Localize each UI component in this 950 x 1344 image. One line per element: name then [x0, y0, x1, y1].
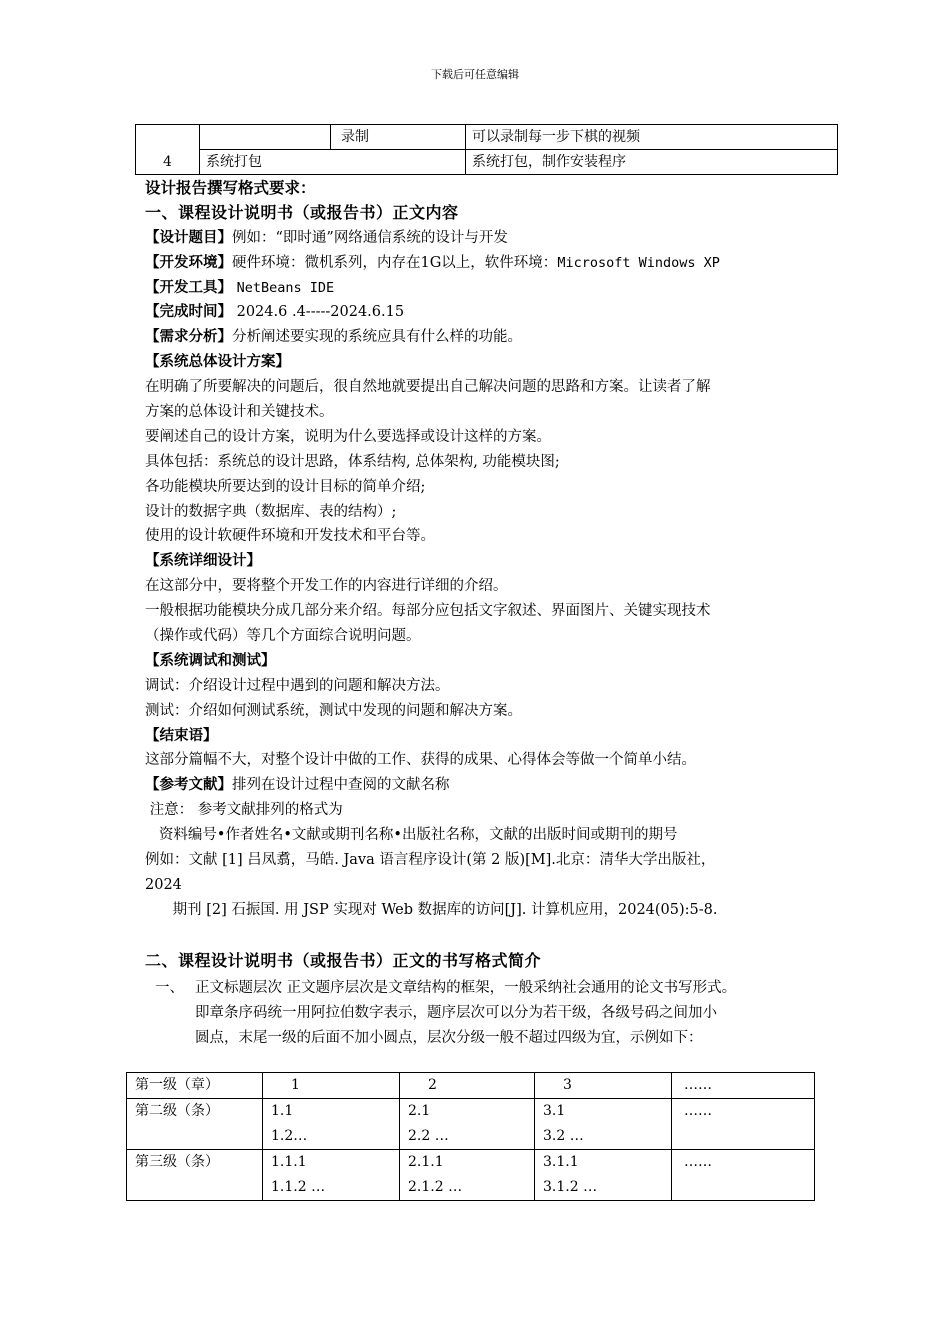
field-label: 【开发工具】	[145, 278, 232, 296]
field-label: 【设计题目】	[145, 228, 232, 246]
software-name: NetBeans IDE	[236, 279, 335, 296]
feature-table	[135, 124, 838, 175]
text-line: 在这部分中，要将整个开发工作的内容进行详细的介绍。	[145, 578, 508, 595]
table-cell: 第一级（章）	[127, 1073, 263, 1099]
text-line: 这部分篇幅不大，对整个设计中做的工作、获得的成果、心得体会等做一个简单小结。	[145, 752, 696, 769]
text-line	[145, 549, 825, 574]
table-row	[127, 1073, 815, 1099]
item-marker: 一、	[155, 980, 184, 996]
table-row	[127, 1150, 815, 1201]
text-line: （操作或代码）等几个方面综合说明问题。	[145, 628, 421, 645]
text-line	[145, 350, 825, 375]
text-line: 注意： 参考文献排列的格式为	[145, 802, 343, 819]
field-value	[232, 280, 334, 296]
table-cell: ……	[672, 1150, 815, 1201]
field-value: 2024.6 .4-----2024.6.15	[232, 304, 405, 321]
text-line: 测试：介绍如何测试系统，测试中发现的问题和解决方案。	[145, 702, 522, 719]
text-line: 一、课程设计说明书（或报告书）正文内容	[145, 202, 459, 222]
table-cell: 录制	[331, 125, 466, 150]
text-line: 资料编号•作者姓名•文献或期刊名称•出版社名称，文献的出版时间或期刊的期号	[145, 827, 678, 844]
text-line: 期刊 [2] 石振国. 用 JSP 实现对 Web 数据库的访问[J]. 计算机应用，2024(05):5-8.	[145, 901, 718, 918]
numbered-item	[145, 976, 825, 1051]
page-header: 下载后可任意编辑	[431, 68, 519, 81]
table-cell: 2	[400, 1073, 535, 1099]
text-line: 调试：介绍设计过程中遇到的问题和解决方法。	[145, 677, 450, 694]
text-line	[145, 773, 825, 798]
table-cell: 2.1 2.2 …	[400, 1099, 535, 1150]
text-line: 具体包括：系统总的设计思路，体系结构, 总体架构, 功能模块图;	[145, 453, 560, 470]
text-line: 各功能模块所要达到的设计目标的简单介绍;	[145, 478, 426, 495]
table-cell	[200, 125, 331, 150]
field-label: 【需求分析】	[145, 328, 232, 346]
text-line: 2024	[145, 876, 182, 893]
field-label: 【完成时间】	[145, 303, 232, 321]
text-line: 设计报告撰写格式要求：	[145, 178, 316, 197]
text-line	[145, 251, 825, 276]
table-cell: ……	[672, 1099, 815, 1150]
field-value: 硬件环境：微机系列，内存在1G以上，软件环境：Microsoft Windows XP	[232, 254, 720, 271]
report-requirements	[145, 176, 825, 923]
text-line	[145, 276, 825, 301]
section-2	[145, 946, 825, 1051]
table-cell: 第二级（条）	[127, 1099, 263, 1150]
table-cell: 3	[535, 1073, 672, 1099]
text-line: 例如：文献 [1] 吕凤翥，马皓. Java 语言程序设计(第 2 版)[M].北京：清华大学出版社，	[145, 852, 716, 869]
text-line: 在明确了所要解决的问题后，很自然地就要提出自己解决问题的思路和方案。让读者了解	[145, 379, 711, 396]
table-cell	[136, 125, 200, 150]
table-cell: 1.1.1 1.1.2 …	[263, 1150, 400, 1201]
table-cell: 4	[136, 150, 200, 175]
table-row	[136, 125, 838, 150]
item-body	[195, 976, 825, 1051]
table-cell: 可以录制每一步下棋的视频	[466, 125, 838, 150]
field-label: 【系统调试和测试】	[145, 651, 276, 669]
level-table	[126, 1072, 815, 1201]
text-line: 一般根据功能模块分成几部分来介绍。每部分应包括文字叙述、界面图片、关键实现技术	[145, 603, 711, 620]
table-cell: 2.1.1 2.1.2 …	[400, 1150, 535, 1201]
table-cell: 1.1 1.2…	[263, 1099, 400, 1150]
table-row	[127, 1099, 815, 1150]
table-cell: 系统打包，制作安装程序	[466, 150, 838, 175]
text-line	[145, 724, 825, 749]
table-cell: 第三级（条）	[127, 1150, 263, 1201]
text-line	[145, 325, 825, 350]
table-cell: 1	[263, 1073, 400, 1099]
text-line: 要阐述自己的设计方案，说明为什么要选择或设计这样的方案。	[145, 428, 551, 445]
text-line: 设计的数据字典（数据库、表的结构）;	[145, 503, 397, 520]
section-heading: 二、课程设计说明书（或报告书）正文的书写格式简介	[145, 951, 542, 970]
software-name: Microsoft Windows XP	[557, 254, 720, 271]
table-row	[136, 150, 838, 175]
item-line: 圆点，末尾一级的后面不加小圆点，层次分级一般不超过四级为宜，示例如下：	[195, 1030, 703, 1046]
field-value: 例如：“即时通”网络通信系统的设计与开发	[232, 229, 508, 246]
field-label: 【系统总体设计方案】	[145, 353, 290, 371]
table-cell: ……	[672, 1073, 815, 1099]
field-value: 排列在设计过程中查阅的文献名称	[232, 777, 450, 794]
text-line	[145, 649, 825, 674]
table-cell: 3.1 3.2 …	[535, 1099, 672, 1150]
item-line: 即章条序码统一用阿拉伯数字表示，题序层次可以分为若干级，各级号码之间加小	[195, 1005, 717, 1021]
text-line: 使用的设计软硬件环境和开发技术和平台等。	[145, 528, 435, 545]
item-line: 正文标题层次 正文题序层次是文章结构的框架，一般采纳社会通用的论文书写形式。	[195, 980, 737, 996]
field-label: 【参考文献】	[145, 776, 232, 794]
field-label: 【系统详细设计】	[145, 552, 261, 570]
field-label: 【结束语】	[145, 726, 218, 744]
text-line	[145, 300, 825, 325]
text-line	[145, 226, 825, 251]
field-label: 【开发环境】	[145, 253, 232, 271]
table-cell: 系统打包	[200, 150, 466, 175]
field-value: 分析阐述要实现的系统应具有什么样的功能。	[232, 329, 522, 346]
table-cell: 3.1.1 3.1.2 …	[535, 1150, 672, 1201]
text-line: 方案的总体设计和关键技术。	[145, 404, 334, 421]
